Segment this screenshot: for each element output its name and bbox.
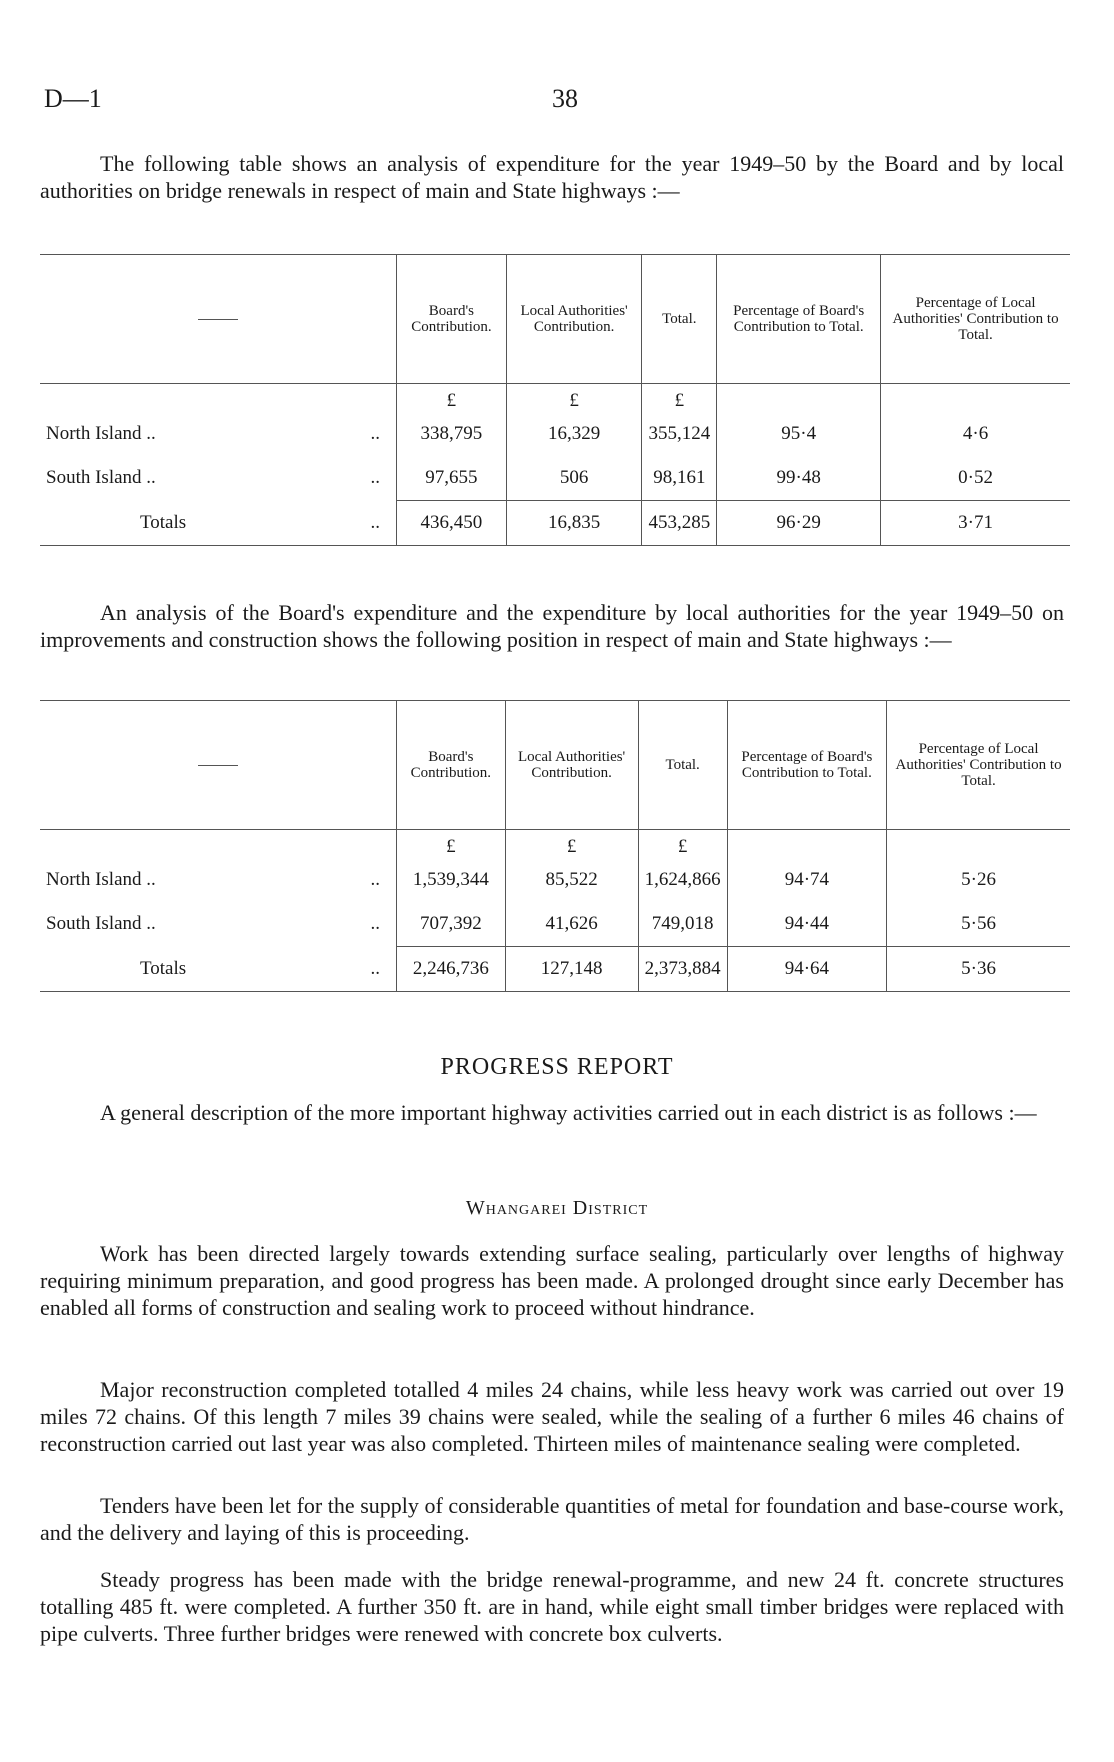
progress-intro-paragraph: A general description of the more important highway activities carried out in each district is as follows :— [100, 1100, 1037, 1125]
totals-label: Totals [140, 511, 187, 533]
column-header: Board's Contribution. [397, 701, 506, 830]
unit-cell: £ [642, 384, 717, 413]
column-header: Percentage of Board's Contribution to Total. [727, 701, 886, 830]
table-cell: 3·71 [881, 501, 1070, 546]
column-header: Total. [642, 255, 717, 384]
table-cell: 5·26 [887, 858, 1070, 902]
table-cell: 4·6 [881, 412, 1070, 456]
unit-cell: £ [638, 830, 727, 859]
bridge-renewals-table [40, 254, 1070, 546]
table-cell: 2,246,736 [397, 947, 506, 992]
row-label: South Island .. [46, 467, 156, 489]
table-cell: 94·74 [727, 858, 886, 902]
district-paragraph: Steady progress has been made with the bridge renewal-programme, and new 24 ft. concrete structures totalling 485 ft. were completed. A further 350 ft. are in hand, while eight small timber bridges were replaced with pipe culverts. Three further bridges were renewed with concrete box culverts. [40, 1567, 1064, 1646]
table-header-row [40, 255, 1070, 384]
table-cell: 85,522 [505, 858, 638, 902]
district-heading: Whangarei District [465, 1197, 649, 1219]
unit-cell: £ [397, 830, 506, 859]
column-header: Percentage of Local Authorities' Contribution to Total. [887, 701, 1070, 830]
leader-dots: .. [370, 869, 380, 890]
column-header: Total. [638, 701, 727, 830]
table-cell: 16,329 [506, 412, 642, 456]
table-cell: 1,539,344 [397, 858, 506, 902]
table-cell: 127,148 [505, 947, 638, 992]
column-header: Local Authorities' Contribution. [505, 701, 638, 830]
unit-cell: £ [505, 830, 638, 859]
stub-header [40, 701, 397, 830]
district-paragraph: Work has been directed largely towards extending surface sealing, particularly over lengths of highway requiring minimum preparation, and good progress has been made. A prolonged drought since early December has enabled all forms of construction and sealing work to proceed without hindrance. [40, 1241, 1064, 1320]
leader-dots: .. [370, 511, 380, 533]
leader-dots: .. [370, 957, 380, 979]
table-row [40, 456, 1070, 501]
table-cell: 94·64 [727, 947, 886, 992]
row-label: South Island .. [46, 913, 156, 935]
table-cell: 97,655 [397, 456, 507, 501]
table-cell: 94·44 [727, 902, 886, 947]
column-header: Percentage of Board's Contribution to Total. [717, 255, 881, 384]
table-cell: 436,450 [397, 501, 507, 546]
page-header [44, 84, 1064, 124]
column-header: Board's Contribution. [397, 255, 507, 384]
table-cell: 5·36 [887, 947, 1070, 992]
table-cell: 1,624,866 [638, 858, 727, 902]
intro-paragraph-improvements: An analysis of the Board's expenditure and the expenditure by local authorities for the year 1949–50 on improvements and construction shows the following position in respect of main and State highways :— [40, 600, 1064, 652]
section-title-progress-report: PROGRESS REPORT [440, 1054, 674, 1080]
table-cell: 506 [506, 456, 642, 501]
table-row [40, 412, 1070, 456]
unit-cell: £ [397, 384, 507, 413]
table-cell: 2,373,884 [638, 947, 727, 992]
totals-row [40, 947, 1070, 992]
intro-paragraph-bridge-renewals: The following table shows an analysis of expenditure for the year 1949–50 by the Board and by local authorities on bridge renewals in respect of main and State highways :— [40, 151, 1064, 203]
table-cell: 16,835 [506, 501, 642, 546]
table-cell: 41,626 [505, 902, 638, 947]
column-header: Percentage of Local Authorities' Contribution to Total. [881, 255, 1070, 384]
table-cell: 0·52 [881, 456, 1070, 501]
table-cell: 96·29 [717, 501, 881, 546]
table-cell: 95·4 [717, 412, 881, 456]
improvements-construction-table [40, 700, 1070, 992]
table-row [40, 902, 1070, 947]
stub-header [40, 255, 397, 384]
leader-dots: .. [370, 913, 380, 935]
unit-row [40, 830, 1070, 859]
table-cell: 338,795 [397, 412, 507, 456]
table-cell: 5·56 [887, 902, 1070, 947]
row-label: North Island .. [46, 423, 156, 444]
document-code: D—1 [44, 84, 102, 113]
unit-row [40, 384, 1070, 413]
district-paragraph: Major reconstruction completed totalled 4 miles 24 chains, while less heavy work was carried out over 19 miles 72 chains. Of this length 7 miles 39 chains were sealed, while the sealing of a further 6 miles 46 chains of reconstruction carried out last year was also completed. Thirteen miles of maintenance sealing were completed. [40, 1377, 1064, 1456]
row-label: North Island .. [46, 869, 156, 890]
leader-dots: .. [370, 467, 380, 489]
table-row [40, 858, 1070, 902]
table-header-row [40, 701, 1070, 830]
column-header: Local Authorities' Contribution. [506, 255, 642, 384]
table-cell: 707,392 [397, 902, 506, 947]
unit-cell: £ [506, 384, 642, 413]
table-cell: 355,124 [642, 412, 717, 456]
totals-label: Totals [140, 957, 187, 979]
table-cell: 749,018 [638, 902, 727, 947]
leader-dots: .. [370, 423, 380, 444]
table-cell: 98,161 [642, 456, 717, 501]
totals-row [40, 501, 1070, 546]
table-cell: 99·48 [717, 456, 881, 501]
table-cell: 453,285 [642, 501, 717, 546]
page-number: 38 [552, 84, 578, 113]
district-paragraph: Tenders have been let for the supply of considerable quantities of metal for foundation and base-course work, and the delivery and laying of this is proceeding. [40, 1493, 1064, 1545]
